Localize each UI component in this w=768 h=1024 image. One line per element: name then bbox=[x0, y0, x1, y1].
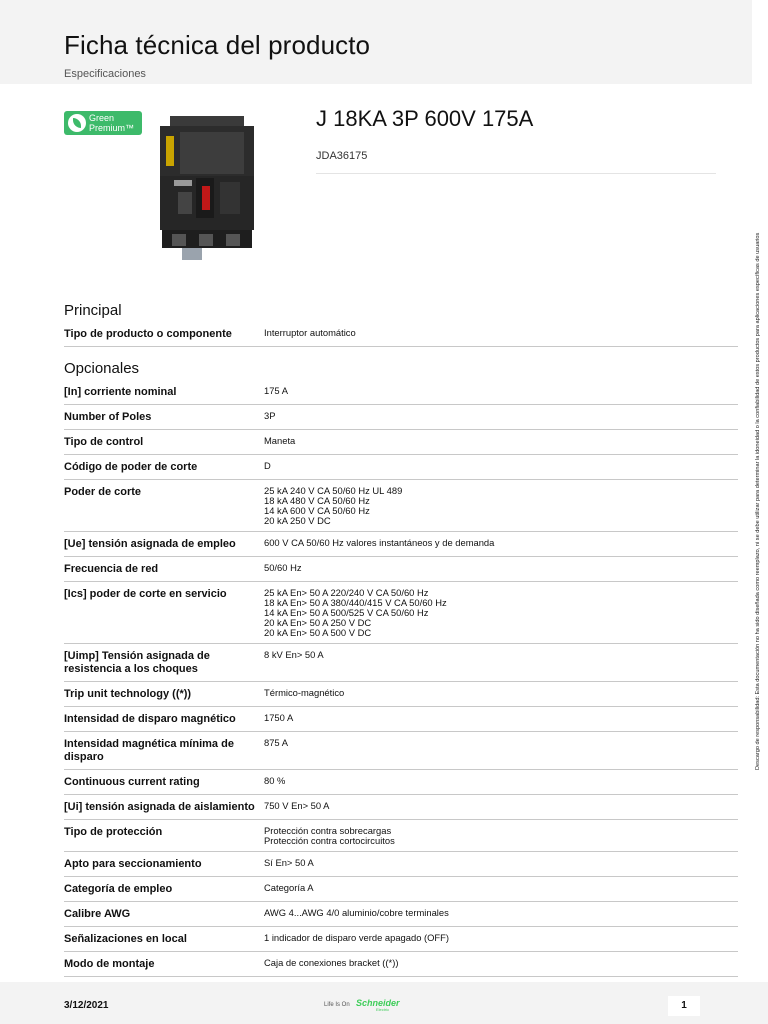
section-opcionales bbox=[64, 360, 738, 977]
badge-line-1: Green bbox=[89, 113, 115, 123]
spec-value-line: D bbox=[264, 460, 271, 471]
spec-value-line: AWG 4...AWG 4/0 aluminio/cobre terminales bbox=[264, 907, 449, 918]
spec-label: Number of Poles bbox=[64, 411, 152, 423]
table-row bbox=[64, 902, 738, 927]
table-row bbox=[64, 852, 738, 877]
product-image bbox=[152, 112, 260, 262]
table-row bbox=[64, 430, 738, 455]
product-reference: JDA36175 bbox=[316, 150, 368, 162]
divider bbox=[316, 173, 716, 174]
spec-label: Calibre AWG bbox=[64, 908, 131, 920]
logo-brand: Schneider bbox=[356, 998, 400, 1008]
spec-value bbox=[264, 877, 738, 901]
spec-value-line: 50/60 Hz bbox=[264, 562, 302, 573]
logo-sub: Electric bbox=[376, 1007, 390, 1012]
spec-value-line: Interruptor automático bbox=[264, 327, 356, 338]
spec-value-line: 20 kA 250 V DC bbox=[264, 515, 331, 526]
table-row bbox=[64, 795, 738, 820]
footer-date: 3/12/2021 bbox=[64, 1000, 109, 1011]
spec-table bbox=[64, 380, 738, 977]
table-row bbox=[64, 682, 738, 707]
badge-text bbox=[89, 113, 134, 133]
spec-label: Poder de corte bbox=[64, 486, 142, 498]
green-premium-badge bbox=[64, 111, 142, 135]
spec-value bbox=[264, 732, 738, 769]
table-row bbox=[64, 557, 738, 582]
product-name: J 18KA 3P 600V 175A bbox=[316, 106, 534, 131]
leaf-icon bbox=[68, 114, 86, 132]
spec-label: Categoría de empleo bbox=[64, 883, 173, 895]
table-row bbox=[64, 455, 738, 480]
spec-value-line: 875 A bbox=[264, 737, 288, 748]
table-row bbox=[64, 877, 738, 902]
spec-value bbox=[264, 582, 738, 643]
spec-value bbox=[264, 927, 738, 951]
table-row bbox=[64, 644, 738, 682]
table-row bbox=[64, 322, 738, 347]
table-row bbox=[64, 405, 738, 430]
spec-value bbox=[264, 852, 738, 876]
spec-label: Señalizaciones en local bbox=[64, 933, 187, 945]
spec-value bbox=[264, 795, 738, 819]
spec-label: Continuous current rating bbox=[64, 776, 200, 788]
schneider-logo bbox=[324, 998, 424, 1016]
spec-value-line: 25 kA 240 V CA 50/60 Hz UL 489 bbox=[264, 485, 403, 496]
page-number: 1 bbox=[668, 996, 700, 1016]
spec-value-line: Caja de conexiones bracket ((*)) bbox=[264, 957, 399, 968]
disclaimer-note: Descargo de responsabilidad: Esta documentación no ha sido diseñada como reemplazo, ni se debe utilizar para determinar la idoneidad o la confiabilidad de estos productos para aplicaciones específicas de usuarios bbox=[755, 232, 761, 770]
spec-value bbox=[264, 770, 738, 794]
spec-value bbox=[264, 902, 738, 926]
spec-label: [Ics] poder de corte en servicio bbox=[64, 588, 227, 600]
table-row bbox=[64, 480, 738, 532]
page-footer bbox=[0, 982, 768, 1024]
spec-value-line: 20 kA En> 50 A 500 V DC bbox=[264, 627, 372, 638]
spec-label: Código de poder de corte bbox=[64, 461, 198, 473]
spec-value-line: 750 V En> 50 A bbox=[264, 800, 330, 811]
spec-value-line: 1 indicador de disparo verde apagado (OFF) bbox=[264, 932, 450, 943]
spec-value bbox=[264, 682, 738, 706]
section-title: Principal bbox=[64, 302, 122, 319]
spec-value bbox=[264, 557, 738, 581]
table-row bbox=[64, 820, 738, 852]
spec-value-line: 14 kA 600 V CA 50/60 Hz bbox=[264, 505, 370, 516]
table-row bbox=[64, 770, 738, 795]
spec-label: Modo de montaje bbox=[64, 958, 155, 970]
table-row bbox=[64, 707, 738, 732]
spec-label: Apto para seccionamiento bbox=[64, 858, 202, 870]
table-row bbox=[64, 380, 738, 405]
spec-value bbox=[264, 430, 738, 454]
spec-value-line: Maneta bbox=[264, 435, 296, 446]
page-header bbox=[0, 0, 752, 84]
spec-table bbox=[64, 322, 738, 347]
spec-value bbox=[264, 405, 738, 429]
spec-value bbox=[264, 532, 738, 556]
spec-label: [Ui] tensión asignada de aislamiento bbox=[64, 801, 255, 813]
section-title: Opcionales bbox=[64, 360, 140, 377]
page-subtitle: Especificaciones bbox=[64, 68, 146, 80]
spec-value bbox=[264, 820, 738, 851]
spec-value-line: Protección contra sobrecargas bbox=[264, 825, 392, 836]
spec-label: Trip unit technology ((*)) bbox=[64, 688, 192, 700]
spec-value-line: 8 kV En> 50 A bbox=[264, 649, 324, 660]
spec-value-line: Térmico-magnético bbox=[264, 687, 345, 698]
spec-value-line: Categoría A bbox=[264, 882, 314, 893]
spec-value bbox=[264, 380, 738, 404]
spec-value-line: 18 kA 480 V CA 50/60 Hz bbox=[264, 495, 370, 506]
spec-label: Tipo de producto o componente bbox=[64, 328, 232, 340]
table-row bbox=[64, 582, 738, 644]
spec-label: [Uimp] Tensión asignada de resistencia a los choques bbox=[64, 650, 210, 675]
spec-value-line: 80 % bbox=[264, 775, 286, 786]
spec-label: Tipo de protección bbox=[64, 826, 163, 838]
page-title: Ficha técnica del producto bbox=[64, 30, 371, 60]
spec-value-line: 3P bbox=[264, 410, 276, 421]
spec-label: Intensidad magnética mínima de disparo bbox=[64, 738, 234, 763]
spec-value-line: 1750 A bbox=[264, 712, 294, 723]
spec-value-line: 20 kA En> 50 A 250 V DC bbox=[264, 617, 372, 628]
spec-value bbox=[264, 455, 738, 479]
spec-value-line: Sí En> 50 A bbox=[264, 857, 314, 868]
table-row bbox=[64, 952, 738, 977]
spec-label: [Ue] tensión asignada de empleo bbox=[64, 538, 236, 550]
spec-value bbox=[264, 952, 738, 976]
spec-value-line: 18 kA En> 50 A 380/440/415 V CA 50/60 Hz bbox=[264, 597, 447, 608]
logo-tagline: Life Is On bbox=[324, 1002, 350, 1008]
badge-line-2: Premium™ bbox=[89, 123, 135, 133]
table-row bbox=[64, 927, 738, 952]
spec-label: Tipo de control bbox=[64, 436, 144, 448]
table-row bbox=[64, 732, 738, 770]
spec-value-line: Protección contra cortocircuitos bbox=[264, 835, 395, 846]
spec-value bbox=[264, 644, 738, 681]
spec-value-line: 25 kA En> 50 A 220/240 V CA 50/60 Hz bbox=[264, 587, 429, 598]
spec-value bbox=[264, 480, 738, 531]
spec-value-line: 600 V CA 50/60 Hz valores instantáneos y de demanda bbox=[264, 537, 495, 548]
table-row bbox=[64, 532, 738, 557]
spec-label: Frecuencia de red bbox=[64, 563, 159, 575]
spec-value bbox=[264, 707, 738, 731]
spec-value bbox=[264, 322, 738, 346]
spec-value-line: 14 kA En> 50 A 500/525 V CA 50/60 Hz bbox=[264, 607, 429, 618]
section-principal bbox=[64, 302, 738, 347]
spec-label: [In] corriente nominal bbox=[64, 386, 177, 398]
spec-label: Intensidad de disparo magnético bbox=[64, 713, 236, 725]
spec-value-line: 175 A bbox=[264, 385, 288, 396]
